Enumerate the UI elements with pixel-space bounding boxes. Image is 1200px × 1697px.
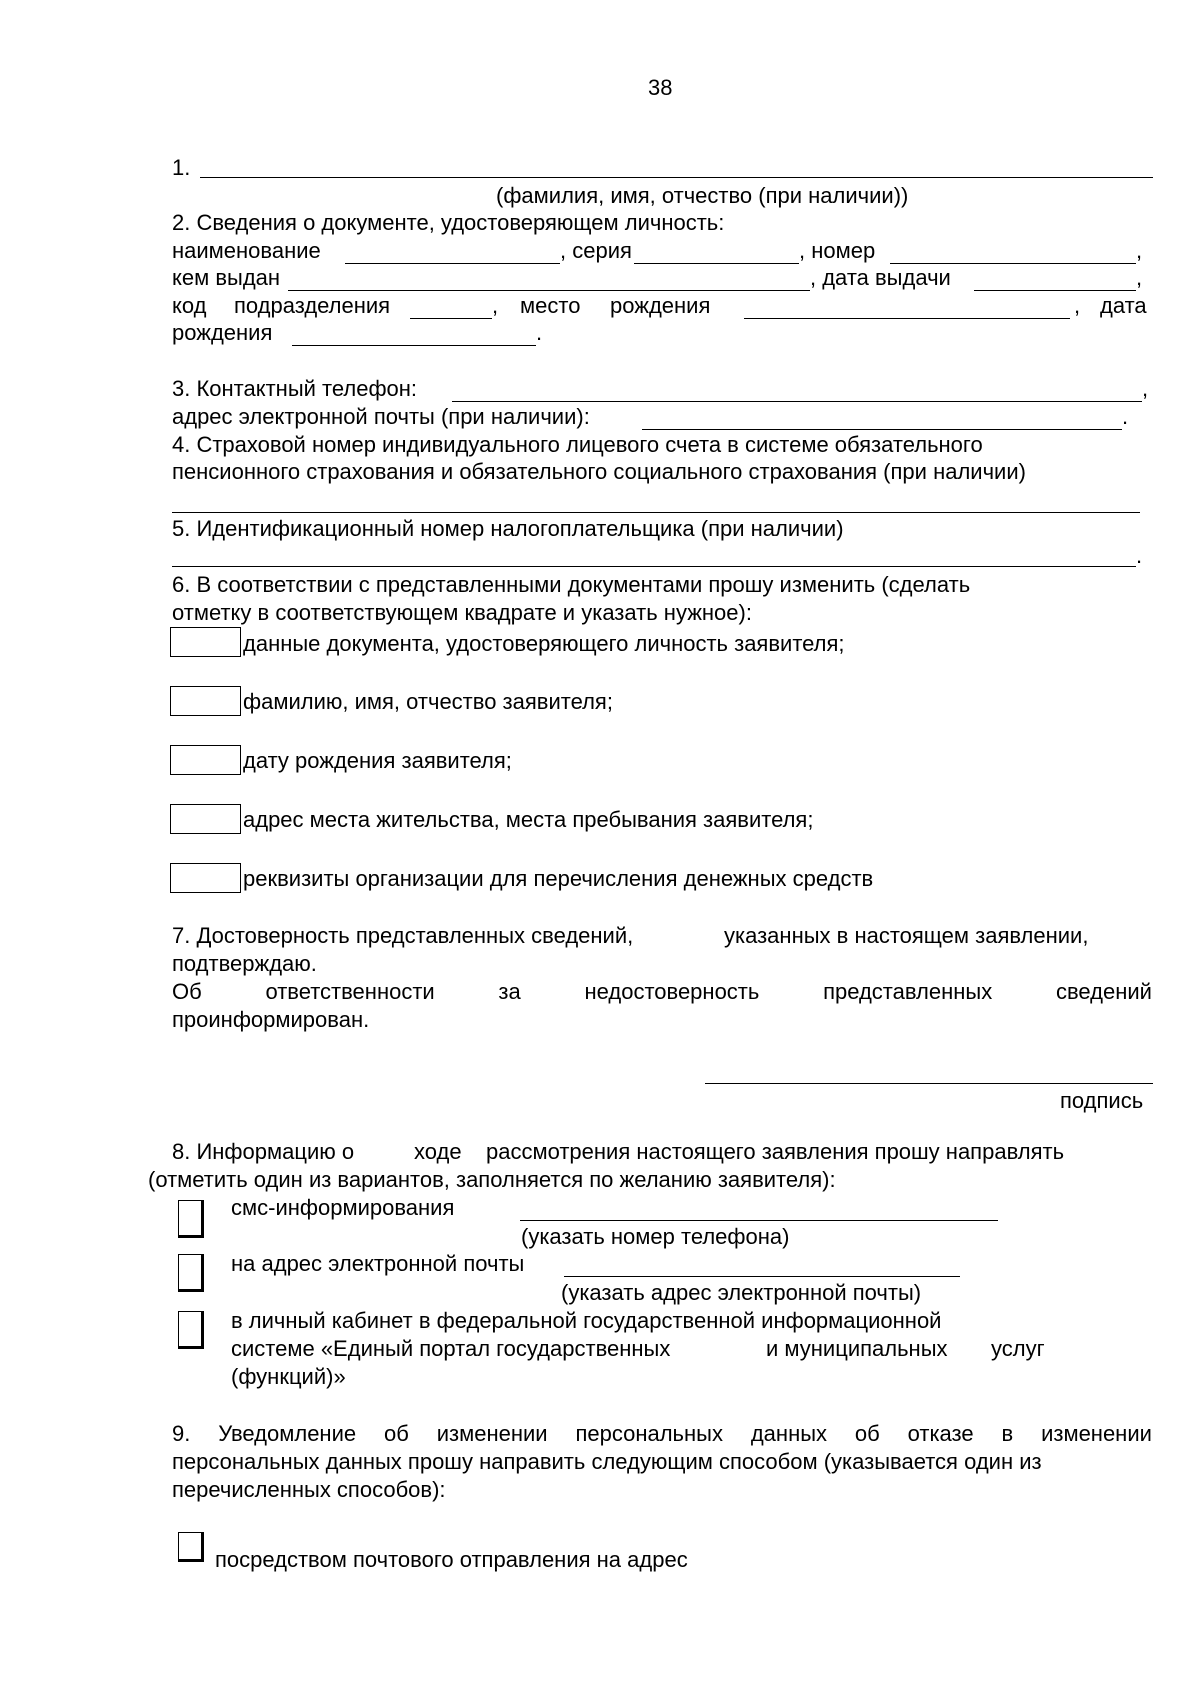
phone-input-line[interactable] [452, 401, 1142, 402]
email-notify-label: на адрес электронной почты [231, 1251, 525, 1276]
changes-line-2: отметку в соответствующем квадрате и указать нужное): [172, 600, 752, 625]
doc-issue-date-label: , дата выдачи [810, 265, 951, 290]
fio-input-line[interactable] [200, 177, 1153, 178]
portal-cabinet-line-1: в личный кабинет в федеральной государственной информационной [231, 1308, 942, 1333]
snils-line-2: пенсионного страхования и обязательного социального страхования (при наличии) [172, 459, 1026, 484]
doc-issue-date-comma: , [1136, 265, 1143, 290]
progress-info-line-1b: ходе [414, 1139, 462, 1164]
birth-date-word: дата [1100, 293, 1147, 318]
confirm-line-2: подтверждаю. [172, 951, 317, 976]
sms-checkbox[interactable] [178, 1200, 204, 1238]
email-notify-checkbox[interactable] [178, 1254, 204, 1292]
refusal-line-2: персональных данных прошу направить следующим способом (указывается один из [172, 1449, 1042, 1474]
signature-caption: подпись [1060, 1088, 1144, 1113]
phone-label: 3. Контактный телефон: [172, 376, 418, 401]
changes-line-1: 6. В соответствии с представленными документами прошу изменить (сделать [172, 572, 971, 597]
field1-number: 1. [172, 155, 191, 180]
dept-code-input-line[interactable] [410, 318, 492, 319]
confirm-line-3: Об ответственности за недостоверность представленных сведений [172, 979, 1152, 1004]
confirm-line-1a: 7. Достоверность представленных сведений, [172, 923, 634, 948]
doc-number-label: , номер [799, 238, 876, 263]
phone-comma: , [1142, 376, 1149, 401]
snils-line-1: 4. Страховой номер индивидуального лицевого счета в системе обязательного [172, 432, 983, 457]
doc-name-input-line[interactable] [345, 263, 560, 264]
doc-issue-date-input-line[interactable] [974, 290, 1136, 291]
change-option-checkbox[interactable] [170, 863, 241, 893]
email-notify-caption: (указать адрес электронной почты) [561, 1280, 922, 1305]
confirm-line-4: проинформирован. [172, 1007, 370, 1032]
sms-phone-input-line[interactable] [520, 1220, 998, 1221]
birth-date-period: . [536, 320, 543, 345]
email-input-line[interactable] [642, 429, 1122, 430]
change-option-label: реквизиты организации для перечисления денежных средств [243, 866, 874, 891]
inn-period: . [1136, 543, 1143, 568]
progress-info-line-1c: рассмотрения настоящего заявления прошу направлять [486, 1139, 1065, 1164]
sms-label: смс-информирования [231, 1195, 455, 1220]
portal-cabinet-line-2b: и муниципальных [766, 1336, 948, 1361]
refusal-line-1: 9. Уведомление об изменении персональных данных об отказе в изменении [172, 1421, 1152, 1446]
sms-caption: (указать номер телефона) [521, 1224, 790, 1249]
doc-series-input-line[interactable] [634, 263, 799, 264]
doc-issued-input-line[interactable] [288, 290, 810, 291]
progress-info-line-1a: 8. Информацию о [172, 1139, 355, 1164]
email-notify-input-line[interactable] [564, 1276, 960, 1277]
birthplace-word-1: место [520, 293, 581, 318]
portal-cabinet-line-2a: системе «Единый портал государственных [231, 1336, 671, 1361]
birthplace-comma: , [1074, 293, 1081, 318]
change-option-checkbox[interactable] [170, 745, 241, 775]
doc-number-comma: , [1136, 238, 1143, 263]
change-option-checkbox[interactable] [170, 686, 241, 716]
inn-input-line[interactable] [172, 566, 1136, 567]
change-option-checkbox[interactable] [170, 804, 241, 834]
portal-cabinet-checkbox[interactable] [178, 1311, 204, 1349]
doc-series-label: , серия [560, 238, 632, 263]
dept-code-word-2: подразделения [234, 293, 391, 318]
birthplace-input-line[interactable] [744, 318, 1070, 319]
page-number: 38 [648, 75, 673, 100]
signature-input-line[interactable] [705, 1083, 1153, 1084]
portal-cabinet-line-3: (функций)» [231, 1364, 346, 1389]
email-label: адрес электронной почты (при наличии): [172, 404, 590, 429]
doc-issued-label: кем выдан [172, 265, 281, 290]
refusal-line-3: перечисленных способов): [172, 1477, 446, 1502]
fio-caption: (фамилия, имя, отчество (при наличии)) [496, 183, 909, 208]
portal-cabinet-line-2c: услуг [991, 1336, 1045, 1361]
birthplace-word-2: рождения [610, 293, 711, 318]
dept-code-comma: , [492, 293, 499, 318]
birth-date-label: рождения [172, 320, 273, 345]
doc-name-label: наименование [172, 238, 321, 263]
snils-input-line[interactable] [172, 512, 1140, 513]
dept-code-word-1: код [172, 293, 207, 318]
birth-date-input-line[interactable] [292, 345, 536, 346]
confirm-line-1b: указанных в настоящем заявлении, [724, 923, 1089, 948]
change-option-label: данные документа, удостоверяющего личность заявителя; [243, 631, 845, 656]
postal-option-label: посредством почтового отправления на адрес [215, 1547, 688, 1572]
email-period: . [1122, 404, 1129, 429]
change-option-label: дату рождения заявителя; [243, 748, 512, 773]
progress-info-line-2: (отметить один из вариантов, заполняется по желанию заявителя): [148, 1167, 836, 1192]
change-option-label: адрес места жительства, места пребывания заявителя; [243, 807, 814, 832]
inn-label: 5. Идентификационный номер налогоплательщика (при наличии) [172, 516, 844, 541]
field2-heading: 2. Сведения о документе, удостоверяющем личность: [172, 210, 725, 235]
change-option-checkbox[interactable] [170, 627, 241, 657]
postal-checkbox[interactable] [178, 1532, 204, 1562]
change-option-label: фамилию, имя, отчество заявителя; [243, 689, 613, 714]
